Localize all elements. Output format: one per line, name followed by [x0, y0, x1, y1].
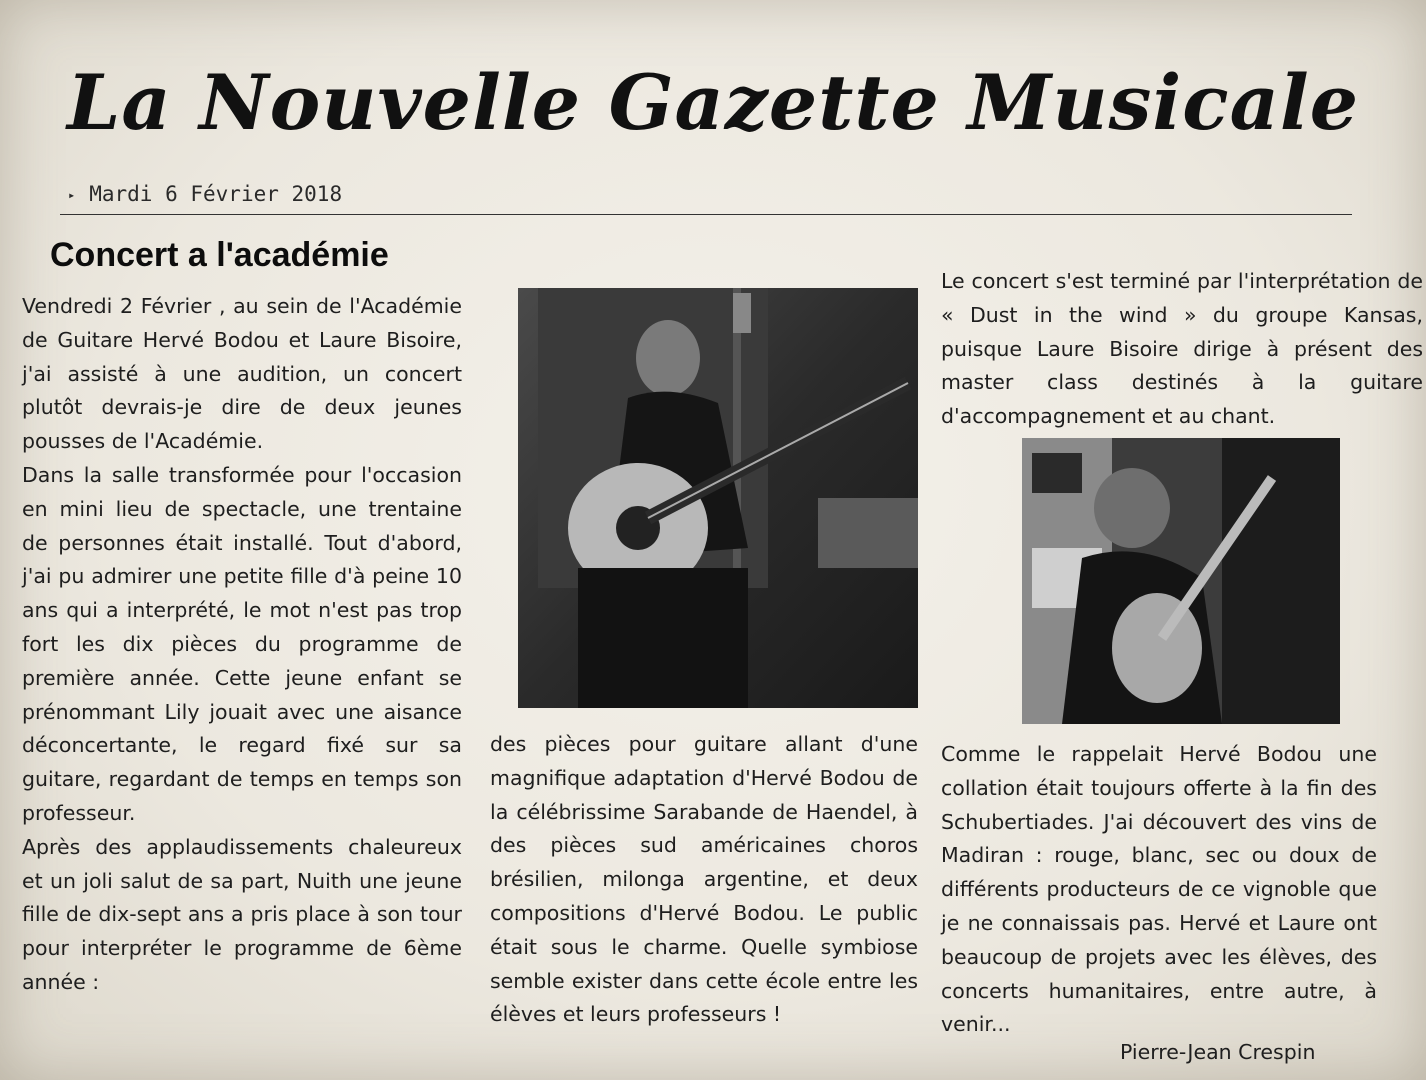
column-1: [22, 290, 462, 1000]
photo-nuith-illustration: [1022, 438, 1340, 724]
col1-paragraph-3: Après des applaudissements chaleureux et un joli salut de sa part, Nuith une jeune fille de dix-sept ans a pris place à son tour pour interpréter le programme de 6ème année :: [22, 834, 462, 994]
header-rule: [60, 214, 1352, 215]
column-2: [490, 728, 918, 1032]
photo-lily-illustration: [518, 288, 918, 708]
author-signature: Pierre-Jean Crespin: [1120, 1040, 1316, 1064]
photo-nuith-guitar: [1022, 438, 1340, 724]
column-3-bottom: [941, 738, 1377, 1042]
col2-paragraph-1: des pièces pour guitare allant d'une magnifique adaptation d'Hervé Bodou de la célébrissime Sarabande de Haendel, à des pièces sud américaines choros brésilien, milonga argentine, et deux compositions d'Hervé Bodou. Le public était sous le charme. Quelle symbiose semble exister dans cette école entre les élèves et leurs professeurs !: [490, 732, 918, 1027]
dateline: [68, 182, 342, 206]
photo-lily-guitar: [518, 288, 918, 708]
col1-paragraph-1: Vendredi 2 Février , au sein de l'Académie de Guitare Hervé Bodou et Laure Bisoire, j'ai assisté à une audition, un concert plutôt devrais-je dire de deux jeunes pousses de l'Académie.: [22, 294, 462, 454]
article-headline: Concert a l'académie: [50, 236, 389, 274]
bullet-icon: ▸: [68, 188, 76, 202]
masthead-title: La Nouvelle Gazette Musicale: [66, 58, 1360, 147]
column-3-top: [941, 265, 1423, 434]
col3-paragraph-2: Comme le rappelait Hervé Bodou une collation était toujours offerte à la fin des Schubertiades. J'ai découvert des vins de Madiran : rouge, blanc, sec ou doux de différents producteurs de ce vignoble que je ne connaissais pas. Hervé et Laure ont beaucoup de projets avec les élèves, des concerts humanitaires, entre autre, à venir...: [941, 742, 1377, 1037]
date-text: Mardi 6 Février 2018: [89, 182, 343, 206]
col1-paragraph-2: Dans la salle transformée pour l'occasion en mini lieu de spectacle, une trentaine de personnes était installé. Tout d'abord, j'ai pu admirer une petite fille d'à peine 10 ans qui a interprété, le mot n'est pas trop fort les dix pièces du programme de première année. Cette jeune enfant se prénommant Lily jouait avec une aisance déconcertante, le regard fixé sur sa guitare, regardant de temps en temps son professeur.: [22, 462, 462, 825]
col3-paragraph-1: Le concert s'est terminé par l'interprétation de « Dust in the wind » du groupe Kansas, puisque Laure Bisoire dirige à présent des master class destinés à la guitare d'accompagnement et au chant.: [941, 269, 1423, 429]
